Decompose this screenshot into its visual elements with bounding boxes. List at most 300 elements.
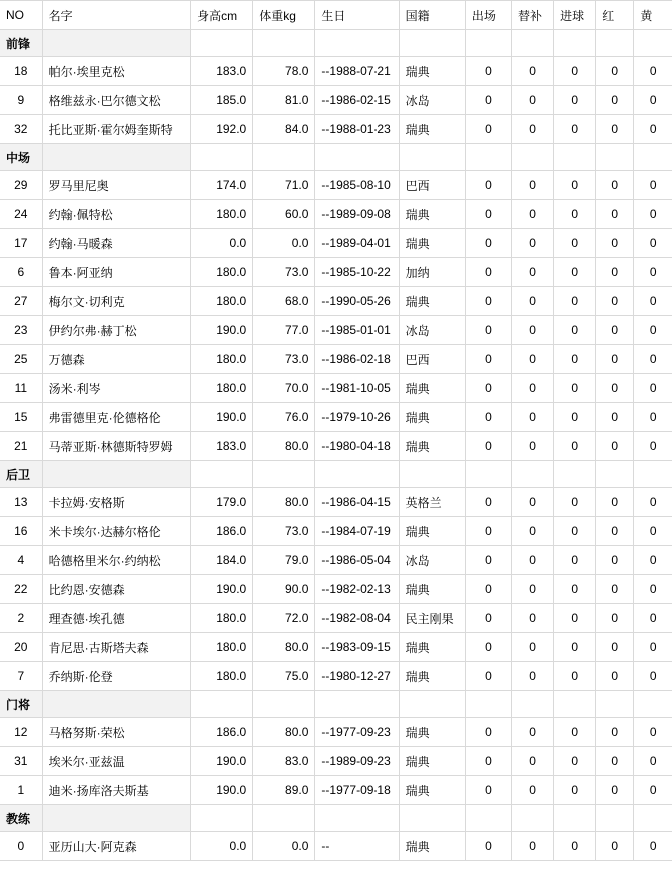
player-weight: 84.0 [253,115,315,144]
player-appearances: 0 [465,546,511,575]
group-empty-cell [253,30,315,57]
player-height: 192.0 [191,115,253,144]
group-empty-cell [596,691,634,718]
group-empty-cell [315,805,399,832]
group-empty-cell [191,461,253,488]
player-red-cards: 0 [596,517,634,546]
table-row [0,546,672,575]
player-appearances: 0 [465,57,511,86]
group-row [0,461,672,488]
player-nationality: 冰岛 [399,546,465,575]
player-goals: 0 [554,171,596,200]
player-number: 6 [0,258,42,287]
player-name: 伊约尔弗·赫丁松 [42,316,190,345]
player-substitute: 0 [511,575,553,604]
group-empty-cell [554,805,596,832]
group-empty-cell [511,144,553,171]
player-yellow-cards: 0 [634,115,672,144]
player-number: 9 [0,86,42,115]
table-row [0,316,672,345]
player-red-cards: 0 [596,171,634,200]
player-weight: 80.0 [253,432,315,461]
player-substitute: 0 [511,345,553,374]
player-name: 米卡埃尔·达赫尔格伦 [42,517,190,546]
player-nationality: 民主刚果 [399,604,465,633]
table-row [0,287,672,316]
player-number: 11 [0,374,42,403]
player-name: 马蒂亚斯·林德斯特罗姆 [42,432,190,461]
player-weight: 72.0 [253,604,315,633]
player-birthday: --1979-10-26 [315,403,399,432]
player-yellow-cards: 0 [634,287,672,316]
group-empty-cell [634,805,672,832]
player-goals: 0 [554,258,596,287]
player-substitute: 0 [511,258,553,287]
player-goals: 0 [554,374,596,403]
group-spacer [42,691,190,718]
player-birthday: --1990-05-26 [315,287,399,316]
player-substitute: 0 [511,229,553,258]
player-height: 174.0 [191,171,253,200]
player-appearances: 0 [465,316,511,345]
group-empty-cell [253,691,315,718]
player-weight: 68.0 [253,287,315,316]
group-label: 前锋 [0,30,42,57]
player-height: 183.0 [191,57,253,86]
player-number: 23 [0,316,42,345]
table-row [0,258,672,287]
group-empty-cell [191,144,253,171]
table-row [0,604,672,633]
player-weight: 78.0 [253,57,315,86]
player-goals: 0 [554,316,596,345]
player-weight: 71.0 [253,171,315,200]
column-header-appearances: 出场 [465,1,511,30]
player-appearances: 0 [465,776,511,805]
group-empty-cell [511,805,553,832]
player-height: 190.0 [191,575,253,604]
player-number: 13 [0,488,42,517]
player-yellow-cards: 0 [634,662,672,691]
player-yellow-cards: 0 [634,575,672,604]
player-appearances: 0 [465,115,511,144]
player-weight: 60.0 [253,200,315,229]
player-weight: 90.0 [253,575,315,604]
player-number: 27 [0,287,42,316]
player-substitute: 0 [511,115,553,144]
player-birthday: --1988-07-21 [315,57,399,86]
player-birthday: --1985-01-01 [315,316,399,345]
player-name: 梅尔文·切利克 [42,287,190,316]
table-row [0,57,672,86]
column-header-height: 身高cm [191,1,253,30]
player-number: 29 [0,171,42,200]
table-row [0,575,672,604]
player-substitute: 0 [511,633,553,662]
player-weight: 80.0 [253,633,315,662]
player-height: 0.0 [191,229,253,258]
player-goals: 0 [554,604,596,633]
table-row [0,171,672,200]
player-goals: 0 [554,718,596,747]
player-nationality: 巴西 [399,345,465,374]
group-empty-cell [465,30,511,57]
player-substitute: 0 [511,316,553,345]
group-empty-cell [315,144,399,171]
player-birthday: --1982-08-04 [315,604,399,633]
group-empty-cell [596,30,634,57]
group-spacer [42,144,190,171]
player-birthday: --1988-01-23 [315,115,399,144]
player-yellow-cards: 0 [634,374,672,403]
table-row [0,488,672,517]
player-height: 190.0 [191,316,253,345]
player-height: 184.0 [191,546,253,575]
player-red-cards: 0 [596,575,634,604]
player-number: 15 [0,403,42,432]
player-red-cards: 0 [596,604,634,633]
player-weight: 73.0 [253,517,315,546]
player-red-cards: 0 [596,546,634,575]
player-appearances: 0 [465,832,511,861]
group-empty-cell [634,30,672,57]
group-label: 教练 [0,805,42,832]
player-birthday: --1984-07-19 [315,517,399,546]
player-yellow-cards: 0 [634,57,672,86]
group-spacer [42,30,190,57]
player-birthday: --1981-10-05 [315,374,399,403]
group-empty-cell [191,30,253,57]
player-red-cards: 0 [596,718,634,747]
header-row [0,1,672,30]
player-substitute: 0 [511,517,553,546]
player-height: 186.0 [191,517,253,546]
player-nationality: 瑞典 [399,229,465,258]
player-nationality: 瑞典 [399,403,465,432]
player-appearances: 0 [465,86,511,115]
player-weight: 77.0 [253,316,315,345]
player-name: 约翰·佩特松 [42,200,190,229]
group-row [0,144,672,171]
player-nationality: 瑞典 [399,57,465,86]
player-birthday: --1985-10-22 [315,258,399,287]
player-goals: 0 [554,432,596,461]
player-yellow-cards: 0 [634,432,672,461]
table-body [0,30,672,861]
group-empty-cell [554,30,596,57]
player-weight: 73.0 [253,345,315,374]
player-nationality: 瑞典 [399,662,465,691]
player-nationality: 冰岛 [399,316,465,345]
player-goals: 0 [554,832,596,861]
player-name: 理查德·埃孔德 [42,604,190,633]
player-birthday: --1989-09-23 [315,747,399,776]
player-yellow-cards: 0 [634,832,672,861]
player-red-cards: 0 [596,374,634,403]
player-birthday: --1985-08-10 [315,171,399,200]
table-row [0,776,672,805]
player-nationality: 瑞典 [399,200,465,229]
player-goals: 0 [554,200,596,229]
table-row [0,633,672,662]
player-birthday: --1986-04-15 [315,488,399,517]
player-nationality: 瑞典 [399,115,465,144]
player-name: 约翰·马暖森 [42,229,190,258]
player-substitute: 0 [511,747,553,776]
player-height: 180.0 [191,287,253,316]
player-yellow-cards: 0 [634,604,672,633]
player-red-cards: 0 [596,287,634,316]
player-substitute: 0 [511,776,553,805]
player-goals: 0 [554,546,596,575]
player-appearances: 0 [465,403,511,432]
player-yellow-cards: 0 [634,517,672,546]
player-number: 12 [0,718,42,747]
group-empty-cell [399,30,465,57]
player-goals: 0 [554,115,596,144]
player-yellow-cards: 0 [634,258,672,287]
player-substitute: 0 [511,57,553,86]
player-number: 17 [0,229,42,258]
group-spacer [42,805,190,832]
player-name: 亚历山大·阿克森 [42,832,190,861]
player-appearances: 0 [465,432,511,461]
player-red-cards: 0 [596,345,634,374]
player-birthday: --1983-09-15 [315,633,399,662]
group-row [0,30,672,57]
group-empty-cell [554,691,596,718]
player-goals: 0 [554,517,596,546]
table-row [0,115,672,144]
group-empty-cell [511,691,553,718]
player-weight: 89.0 [253,776,315,805]
player-name: 马格努斯·荣松 [42,718,190,747]
group-empty-cell [511,461,553,488]
player-nationality: 加纳 [399,258,465,287]
player-birthday: -- [315,832,399,861]
table-header [0,1,672,30]
group-label: 门将 [0,691,42,718]
column-header-nationality: 国籍 [399,1,465,30]
column-header-goals: 进球 [554,1,596,30]
player-nationality: 冰岛 [399,86,465,115]
player-red-cards: 0 [596,258,634,287]
player-birthday: --1977-09-18 [315,776,399,805]
player-weight: 0.0 [253,229,315,258]
player-goals: 0 [554,57,596,86]
player-nationality: 瑞典 [399,718,465,747]
column-header-yellow-cards: 黄 [634,1,672,30]
group-empty-cell [634,691,672,718]
player-red-cards: 0 [596,316,634,345]
player-birthday: --1980-12-27 [315,662,399,691]
group-empty-cell [596,805,634,832]
group-empty-cell [634,461,672,488]
player-red-cards: 0 [596,662,634,691]
player-appearances: 0 [465,200,511,229]
player-birthday: --1980-04-18 [315,432,399,461]
group-empty-cell [253,461,315,488]
player-appearances: 0 [465,171,511,200]
player-substitute: 0 [511,200,553,229]
player-name: 托比亚斯·霍尔姆奎斯特 [42,115,190,144]
player-red-cards: 0 [596,488,634,517]
player-height: 190.0 [191,403,253,432]
group-empty-cell [554,144,596,171]
player-nationality: 瑞典 [399,747,465,776]
player-appearances: 0 [465,374,511,403]
player-substitute: 0 [511,832,553,861]
player-birthday: --1986-02-18 [315,345,399,374]
player-weight: 73.0 [253,258,315,287]
player-goals: 0 [554,229,596,258]
player-substitute: 0 [511,718,553,747]
player-yellow-cards: 0 [634,316,672,345]
player-red-cards: 0 [596,403,634,432]
player-height: 0.0 [191,832,253,861]
group-empty-cell [399,805,465,832]
player-number: 4 [0,546,42,575]
player-nationality: 瑞典 [399,517,465,546]
column-header-birthday: 生日 [315,1,399,30]
player-substitute: 0 [511,374,553,403]
player-name: 汤米·利岑 [42,374,190,403]
player-yellow-cards: 0 [634,546,672,575]
player-goals: 0 [554,488,596,517]
group-empty-cell [399,461,465,488]
player-appearances: 0 [465,575,511,604]
player-nationality: 英格兰 [399,488,465,517]
player-name: 弗雷德里克·伦德格伦 [42,403,190,432]
player-goals: 0 [554,287,596,316]
group-empty-cell [191,805,253,832]
player-appearances: 0 [465,718,511,747]
table-row [0,718,672,747]
column-header-no: NO [0,1,42,30]
group-empty-cell [399,691,465,718]
player-goals: 0 [554,633,596,662]
column-header-red-cards: 红 [596,1,634,30]
group-empty-cell [315,461,399,488]
group-empty-cell [253,144,315,171]
player-number: 20 [0,633,42,662]
player-red-cards: 0 [596,832,634,861]
player-goals: 0 [554,662,596,691]
player-height: 180.0 [191,662,253,691]
player-nationality: 瑞典 [399,776,465,805]
table-row [0,403,672,432]
group-empty-cell [634,144,672,171]
player-goals: 0 [554,86,596,115]
player-substitute: 0 [511,488,553,517]
player-birthday: --1977-09-23 [315,718,399,747]
table-row [0,432,672,461]
player-substitute: 0 [511,432,553,461]
player-substitute: 0 [511,403,553,432]
table-row [0,345,672,374]
player-weight: 76.0 [253,403,315,432]
group-label: 中场 [0,144,42,171]
player-red-cards: 0 [596,633,634,662]
player-weight: 81.0 [253,86,315,115]
player-height: 190.0 [191,747,253,776]
player-goals: 0 [554,575,596,604]
player-height: 190.0 [191,776,253,805]
player-height: 186.0 [191,718,253,747]
player-height: 183.0 [191,432,253,461]
player-name: 格维兹永·巴尔德文松 [42,86,190,115]
player-goals: 0 [554,403,596,432]
player-number: 1 [0,776,42,805]
player-birthday: --1989-09-08 [315,200,399,229]
player-appearances: 0 [465,604,511,633]
player-number: 31 [0,747,42,776]
player-yellow-cards: 0 [634,229,672,258]
player-appearances: 0 [465,229,511,258]
column-header-name: 名字 [42,1,190,30]
table-row [0,86,672,115]
player-name: 帕尔·埃里克松 [42,57,190,86]
player-yellow-cards: 0 [634,747,672,776]
player-nationality: 巴西 [399,171,465,200]
group-empty-cell [315,30,399,57]
player-height: 180.0 [191,374,253,403]
player-appearances: 0 [465,287,511,316]
player-number: 25 [0,345,42,374]
player-red-cards: 0 [596,229,634,258]
player-appearances: 0 [465,747,511,776]
column-header-substitute: 替补 [511,1,553,30]
player-birthday: --1989-04-01 [315,229,399,258]
player-name: 哈德格里米尔·约纳松 [42,546,190,575]
player-height: 180.0 [191,200,253,229]
player-yellow-cards: 0 [634,86,672,115]
player-yellow-cards: 0 [634,718,672,747]
player-yellow-cards: 0 [634,345,672,374]
player-height: 180.0 [191,604,253,633]
player-appearances: 0 [465,488,511,517]
player-nationality: 瑞典 [399,287,465,316]
player-number: 0 [0,832,42,861]
player-weight: 0.0 [253,832,315,861]
player-appearances: 0 [465,345,511,374]
table-row [0,517,672,546]
group-empty-cell [465,805,511,832]
player-nationality: 瑞典 [399,432,465,461]
player-yellow-cards: 0 [634,488,672,517]
player-weight: 83.0 [253,747,315,776]
player-nationality: 瑞典 [399,374,465,403]
player-yellow-cards: 0 [634,171,672,200]
player-nationality: 瑞典 [399,575,465,604]
player-name: 迪米·扬库洛夫斯基 [42,776,190,805]
player-number: 22 [0,575,42,604]
player-appearances: 0 [465,633,511,662]
player-red-cards: 0 [596,747,634,776]
player-yellow-cards: 0 [634,403,672,432]
player-number: 18 [0,57,42,86]
player-name: 万德森 [42,345,190,374]
player-number: 7 [0,662,42,691]
player-height: 180.0 [191,258,253,287]
group-row [0,805,672,832]
player-goals: 0 [554,776,596,805]
table-row [0,662,672,691]
table-row [0,832,672,861]
player-substitute: 0 [511,662,553,691]
group-empty-cell [399,144,465,171]
player-substitute: 0 [511,171,553,200]
